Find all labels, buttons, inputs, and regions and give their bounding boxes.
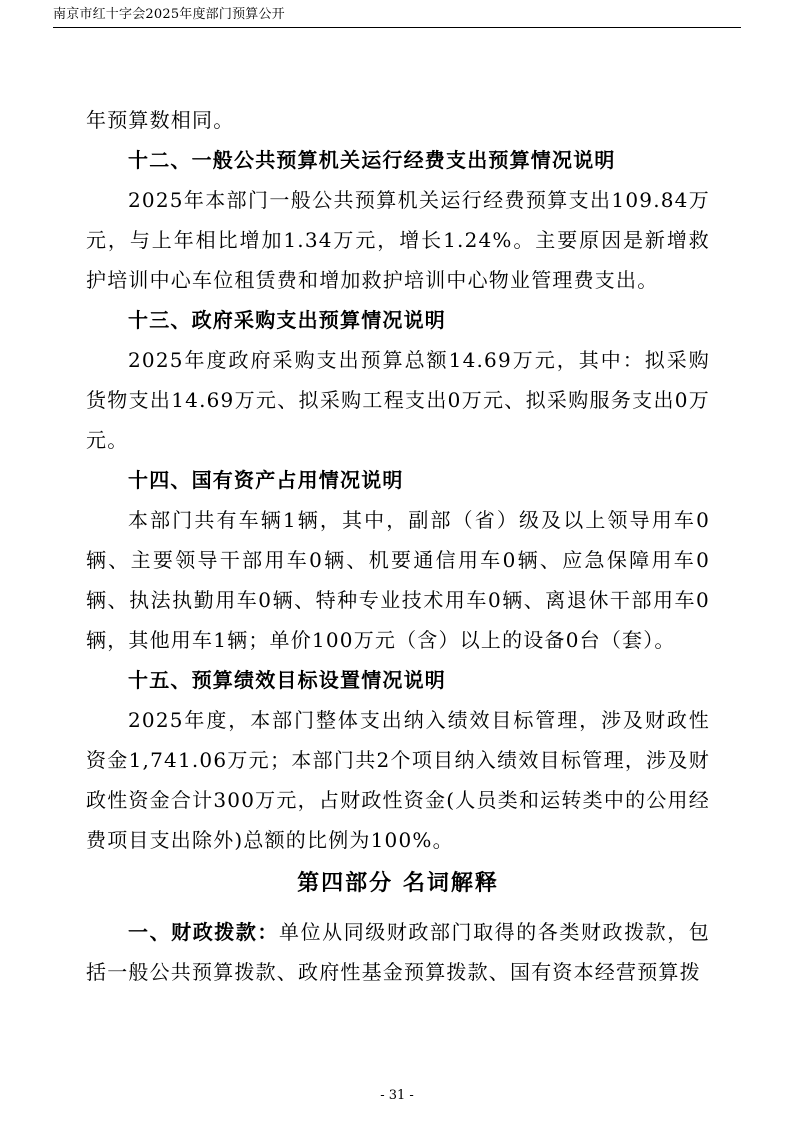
term-1-paragraph bbox=[86, 912, 710, 992]
section-15-body: 2025年度，本部门整体支出纳入绩效目标管理，涉及财政性资金1,741.06万元；本部门共2个项目纳入绩效目标管理，涉及财政性资金合计300万元，占财政性资金(人员类和运转类中的公用经费项目支出除外)总额的比例为100%。 bbox=[86, 708, 710, 852]
part-4-title: 第四部分 名词解释 bbox=[297, 871, 499, 896]
page-number: - 31 - bbox=[380, 1088, 414, 1103]
page-body bbox=[86, 100, 710, 992]
section-12-heading: 十二、一般公共预算机关运行经费支出预算情况说明 bbox=[128, 148, 616, 172]
section-15-heading: 十五、预算绩效目标设置情况说明 bbox=[128, 668, 446, 692]
paragraph-continuation: 年预算数相同。 bbox=[86, 108, 235, 132]
section-14-body: 本部门共有车辆1辆，其中，副部（省）级及以上领导用车0辆、主要领导干部用车0辆、机要通信用车0辆、应急保障用车0辆、执法执勤用车0辆、特种专业技术用车0辆、离退休干部用车0辆，其他用车1辆；单价100万元（含）以上的设备0台（套）。 bbox=[86, 508, 710, 652]
term-1-body: 单位从同级财政部门取得的各类财政拨款，包括一般公共预算拨款、政府性基金预算拨款、国有资本经营预算拨 bbox=[86, 920, 710, 984]
header-divider bbox=[53, 27, 741, 28]
section-13-body: 2025年度政府采购支出预算总额14.69万元，其中：拟采购货物支出14.69万元、拟采购工程支出0万元、拟采购服务支出0万元。 bbox=[86, 348, 710, 452]
term-1-label: 一、财政拨款： bbox=[128, 920, 279, 944]
section-13-heading: 十三、政府采购支出预算情况说明 bbox=[128, 308, 446, 332]
section-12-body: 2025年本部门一般公共预算机关运行经费预算支出109.84万元，与上年相比增加1.34万元，增长1.24%。主要原因是新增救护培训中心车位租赁费和增加救护培训中心物业管理费支出。 bbox=[86, 188, 710, 292]
section-14-heading: 十四、国有资产占用情况说明 bbox=[128, 468, 404, 492]
running-header: 南京市红十字会2025年度部门预算公开 bbox=[53, 7, 285, 22]
